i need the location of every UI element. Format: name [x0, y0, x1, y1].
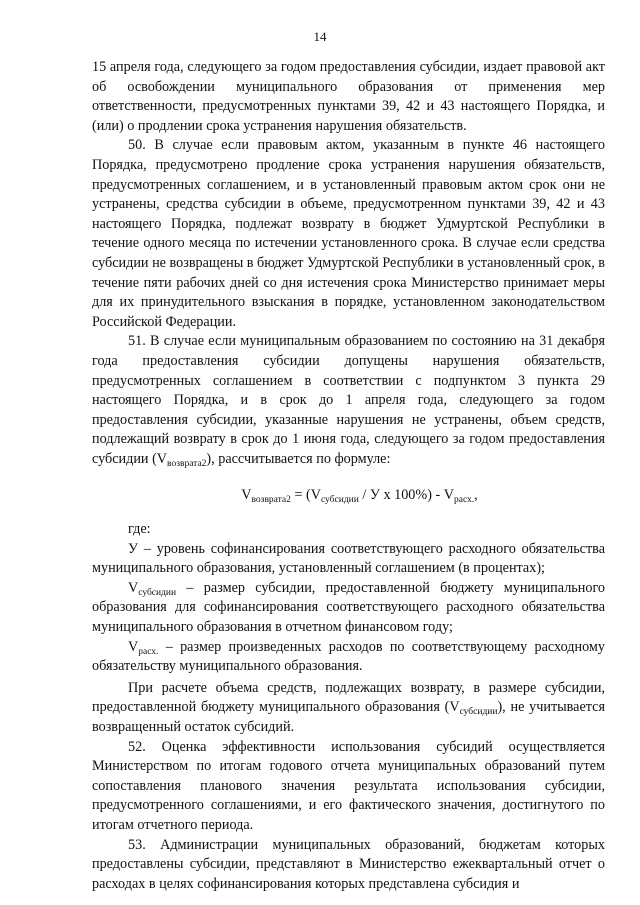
definition-v-subsidy-text: – размер субсидии, предоставленной бюджету муниципального образования для софинансирования соответствующего расходного обязательства муниципального образования в отчетном финансовом году;	[92, 579, 605, 636]
formula	[92, 486, 605, 506]
paragraph-continuation: 15 апреля года, следующего за годом предоставления субсидии, издает правовой акт об освобождении муниципального образования от применения мер ответственности, предусмотренных пунктами 39, 42 и 43 настоящего Порядка, и (или) о продлении срока устранения нарушения обязательств.	[92, 59, 605, 134]
definition-v-subsidy-subscript: субсидии	[138, 587, 177, 598]
definition-v-expenses	[92, 638, 605, 677]
definition-v-expenses-text: – размер произведенных расходов по соответствующему расходному обязательству муниципального образования.	[92, 638, 605, 675]
paragraph-51-text-a: 51. В случае если муниципальным образованием по состоянию на 31 декабря года предоставления субсидии допущены нарушения обязательств, предусмотренных соглашением в соответствии с подпунктом 3 пункта 29 настоящего Порядка, и в срок до 1 апреля года, следующего за годом предоставления субсидии, указанные нарушения не устранены, объем средств, подлежащий возврату в срок до 1 июня года, следующего за годом предоставления субсидии (V	[92, 333, 605, 467]
formula-lhs-v: V	[241, 487, 252, 504]
paragraph-52: 52. Оценка эффективности использования субсидий осуществляется Министерством по итогам годового отчета муниципальных образований путем сопоставления планового значения результата использования субсидии, предусмотренного соглашениями, и его фактического значения, достигнутого по итогам отчетного периода.	[92, 738, 605, 833]
paragraph-51	[92, 332, 605, 469]
definition-v-subsidy-symbol: V	[128, 579, 139, 596]
document-body	[92, 58, 605, 894]
page-number: 14	[313, 29, 327, 44]
definition-v-subsidy	[92, 579, 605, 638]
formula-subscript-expenses: расх.	[453, 495, 475, 506]
calculation-note-subscript: субсидии	[459, 707, 498, 718]
where-label: где:	[128, 521, 151, 538]
calculation-note-text-a: При расчете объема средств, подлежащих возврату, в размере субсидии, предоставленной бюджету муниципального образования (V	[92, 679, 605, 716]
definition-v-expenses-symbol: V	[128, 638, 139, 655]
definition-u: У – уровень софинансирования соответствующего расходного обязательства муниципального образования, установленный соглашением (в процентах);	[92, 540, 605, 577]
paragraph-51-subscript: возврата2	[167, 458, 207, 469]
calculation-note-text-b: ), не учитывается возвращенный остаток субсидий.	[92, 699, 605, 735]
paragraph-51-text-b: ), рассчитывается по формуле:	[206, 450, 391, 467]
formula-eq-open: = (V	[290, 487, 321, 504]
formula-end: ,	[474, 487, 478, 504]
formula-middle: / У х 100%) - V	[358, 487, 454, 504]
formula-subscript-subsidy: субсидии	[320, 495, 359, 506]
paragraph-53: 53. Администрации муниципальных образований, бюджетам которых предоставлены субсидии, представляют в Министерство ежеквартальный отчет о расходах в целях софинансирования которых представлена субсидия и	[92, 836, 605, 892]
paragraph-calculation-note	[92, 679, 605, 738]
formula-lhs-subscript: возврата2	[251, 495, 291, 506]
paragraph-50: 50. В случае если правовым актом, указанным в пункте 46 настоящего Порядка, предусмотрено продление срока устранения нарушения обязательств, предусмотренных соглашением, и в установленный правовым актом срок они не устранены, средства субсидии в объеме, предусмотренном пунктами 39, 42 и 43 настоящего Порядка, подлежат возврату в бюджет Удмуртской Республики в течение одного месяца по истечении установленного срока. В случае если средства субсидии не возвращены в бюджет Удмуртской Республики в установленный срок, в течение пяти рабочих дней со дня истечения срока Министерство принимает меры для их принудительного взыскания в порядке, установленном законодательством Российской Федерации.	[92, 137, 605, 330]
definition-v-expenses-subscript: расх.	[138, 646, 159, 657]
